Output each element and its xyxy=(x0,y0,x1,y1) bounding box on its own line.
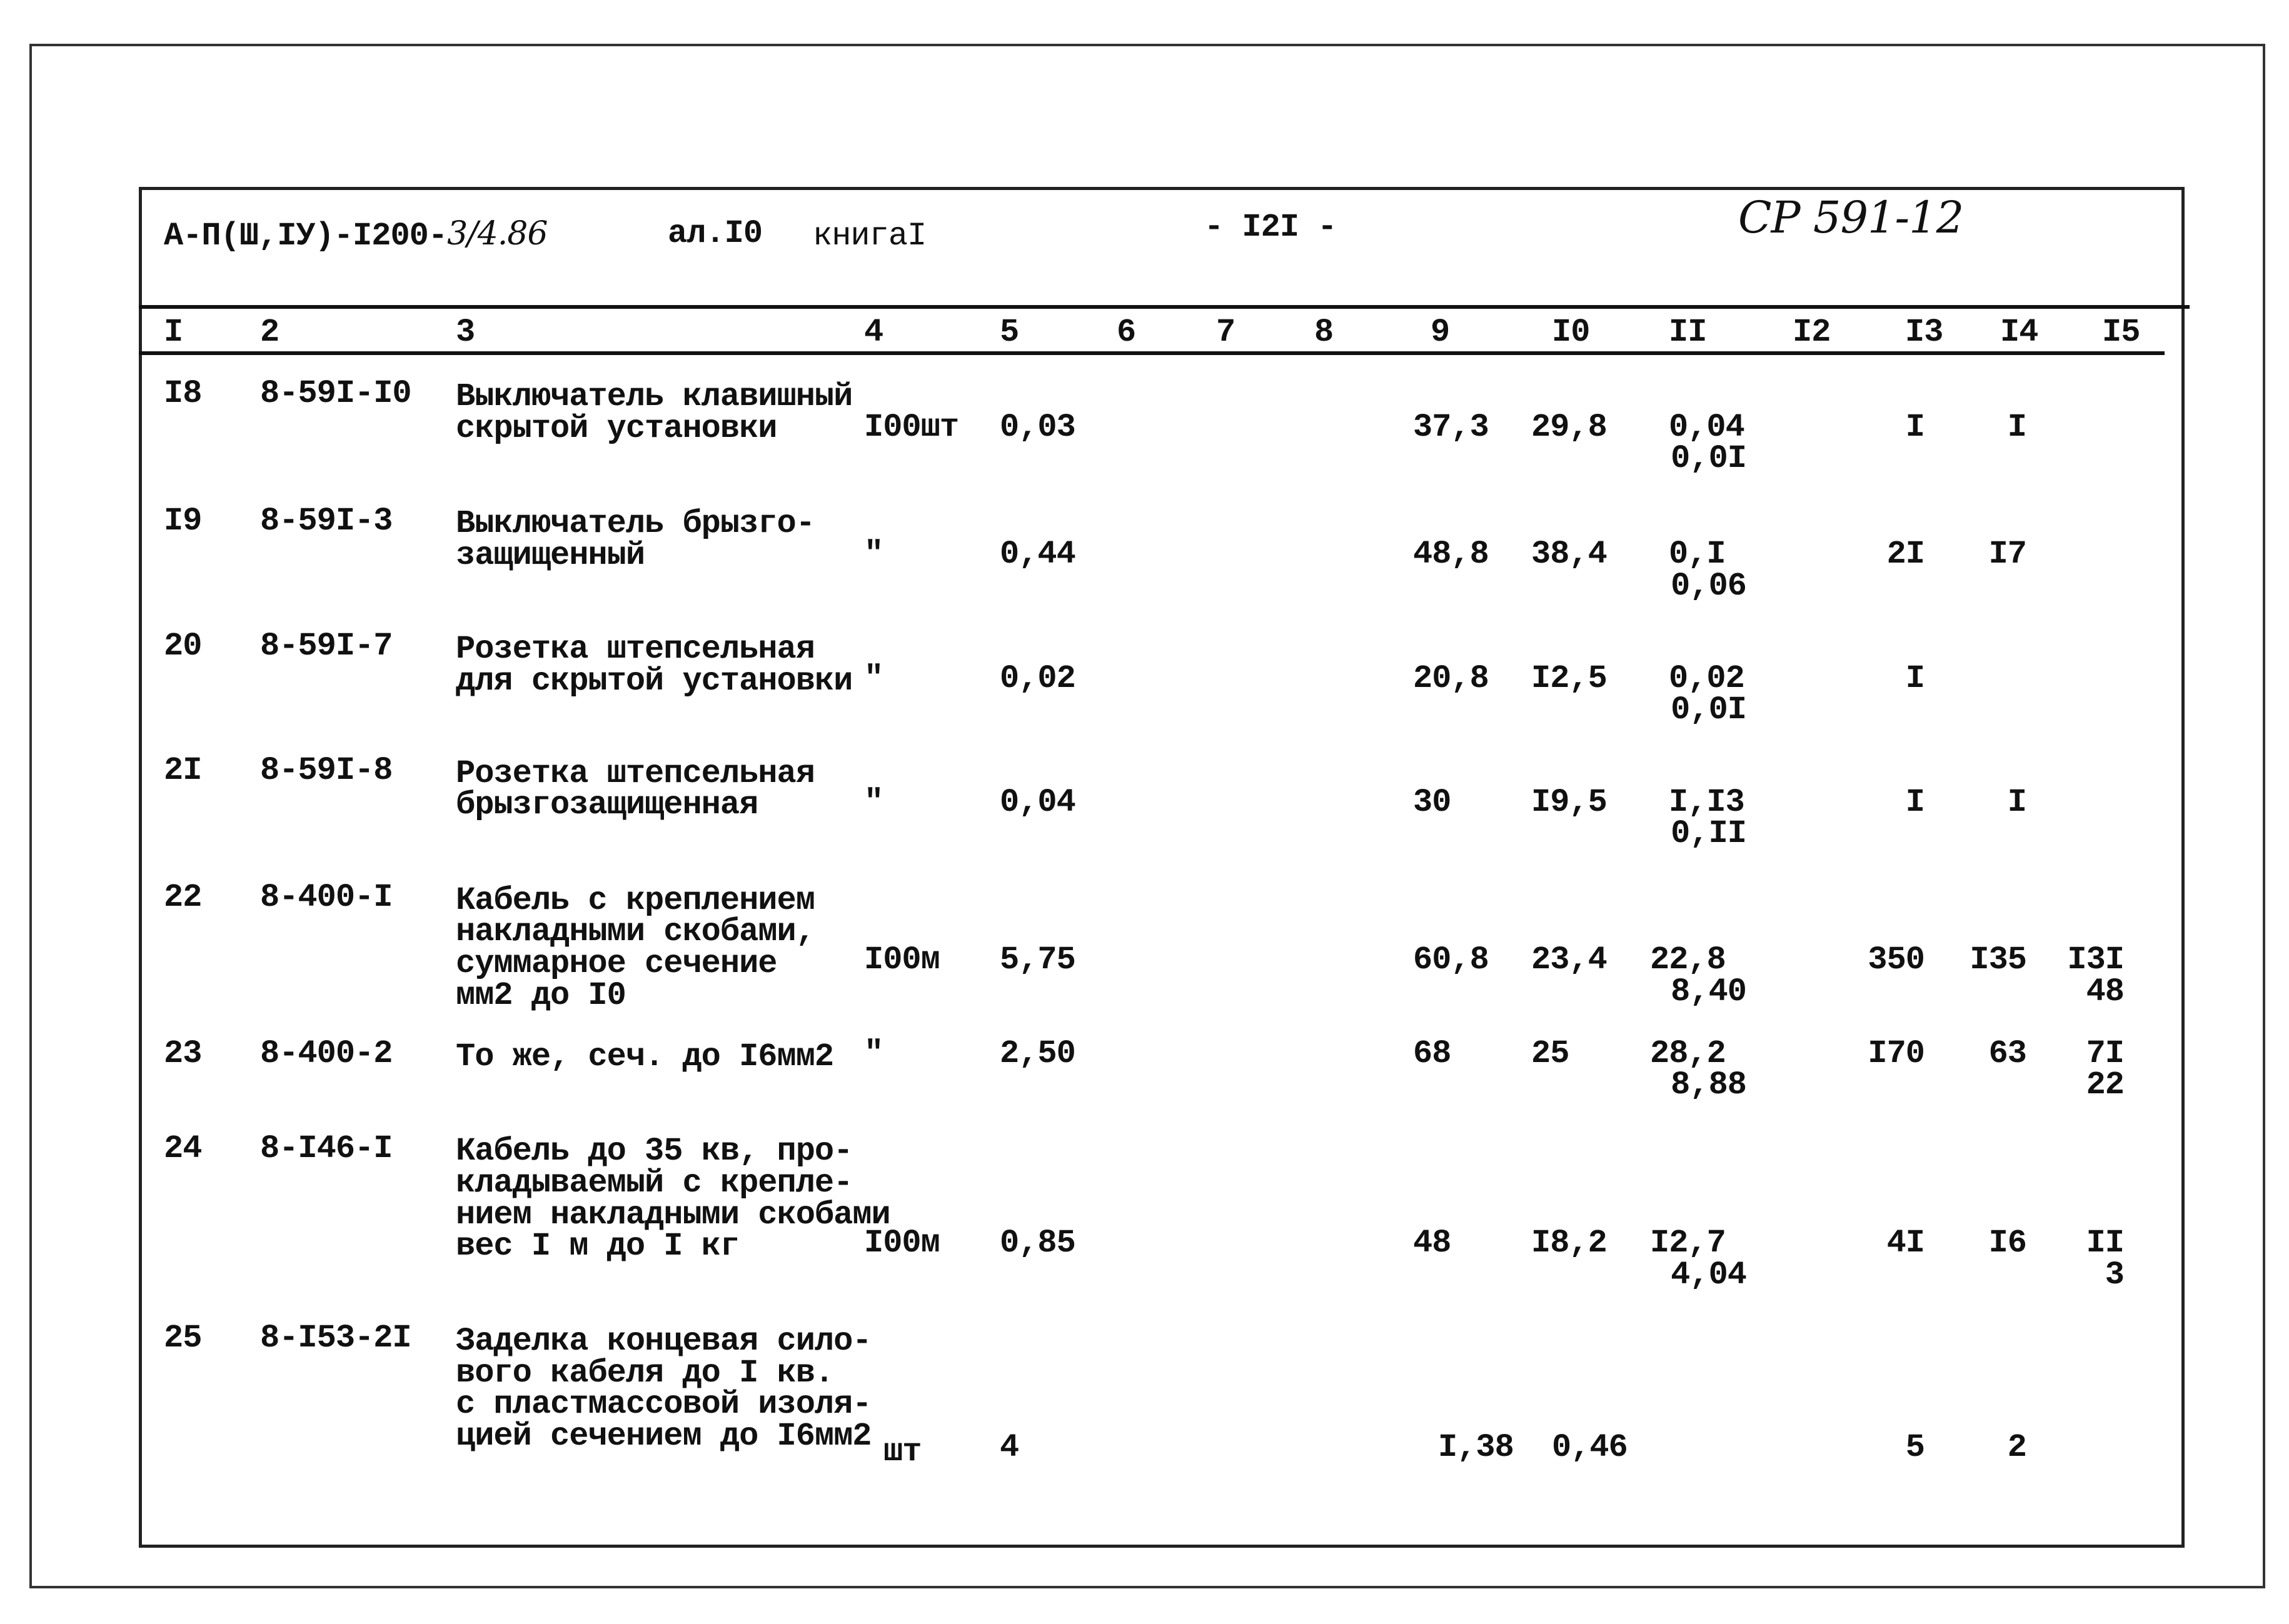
page-number: - I2I - xyxy=(1204,209,1337,246)
col-14-value: I xyxy=(2007,409,2026,446)
col-11-value: 0,04 xyxy=(1669,409,1744,446)
row-number: 20 xyxy=(164,628,202,664)
col-11-value: 0,02 xyxy=(1669,660,1744,697)
col-15-value: 7I xyxy=(2086,1035,2124,1072)
column-header-9: 9 xyxy=(1431,314,1450,351)
col-10-value: I9,5 xyxy=(1531,784,1607,821)
table-frame xyxy=(139,187,2185,1548)
col-13-value: I xyxy=(1905,409,1924,446)
work-description: скрытой установки xyxy=(456,410,777,447)
col-10-value: 25 xyxy=(1531,1035,1569,1072)
col-10-value: 29,8 xyxy=(1531,409,1607,446)
col-10-value: 38,4 xyxy=(1531,536,1607,573)
stamp-number: СР 591-12 xyxy=(1738,192,1964,243)
unit: " xyxy=(864,784,883,821)
col-11-value: 8,40 xyxy=(1671,973,1746,1010)
work-description: Кабель с креплением xyxy=(456,882,815,919)
column-header-1: I xyxy=(164,314,183,351)
col-14-value: I6 xyxy=(1988,1225,2026,1261)
col-11-value: I2,7 xyxy=(1650,1225,1726,1261)
unit: I00м xyxy=(864,941,940,978)
quantity: 2,50 xyxy=(1000,1035,1075,1072)
col-11-value: 22,8 xyxy=(1650,941,1726,978)
column-header-7: 7 xyxy=(1216,314,1235,351)
rate-code: 8-400-2 xyxy=(260,1035,393,1072)
unit: шт xyxy=(883,1433,922,1470)
col-9-value: I,38 xyxy=(1438,1429,1514,1466)
row-number: I8 xyxy=(164,375,202,412)
col-13-value: 350 xyxy=(1868,941,1924,978)
work-description: суммарное сечение xyxy=(456,945,777,982)
work-description: кладываемый с крепле- xyxy=(456,1165,853,1201)
work-description: Выключатель клавишный xyxy=(456,378,853,415)
column-header-10: I0 xyxy=(1552,314,1590,351)
work-description: вого кабеля до I кв. xyxy=(456,1355,834,1391)
col-9-value: 20,8 xyxy=(1413,660,1489,697)
col-14-value: I35 xyxy=(1970,941,2026,978)
quantity: 5,75 xyxy=(1000,941,1075,978)
col-10-value: 23,4 xyxy=(1531,941,1607,978)
col-13-value: I xyxy=(1905,784,1924,821)
quantity: 0,04 xyxy=(1000,784,1075,821)
col-10-value: 0,46 xyxy=(1552,1429,1627,1466)
col-11-value: 0,II xyxy=(1671,815,1746,852)
column-header-12: I2 xyxy=(1793,314,1831,351)
col-14-value: 2 xyxy=(2007,1429,2026,1466)
work-description: с пластмассовой изоля- xyxy=(456,1386,872,1423)
quantity: 0,03 xyxy=(1000,409,1075,446)
work-description: брызгозащищенная xyxy=(456,786,758,823)
row-number: 22 xyxy=(164,879,202,916)
col-15-value: II xyxy=(2086,1225,2124,1261)
header-rule-top xyxy=(139,305,2190,309)
column-header-8: 8 xyxy=(1314,314,1334,351)
col-13-value: 2I xyxy=(1886,536,1924,573)
work-description: вес I м до I кг xyxy=(456,1228,740,1265)
col-13-value: I xyxy=(1905,660,1924,697)
col-15-value: 22 xyxy=(2086,1066,2124,1103)
col-11-value: 4,04 xyxy=(1671,1256,1746,1293)
rate-code: 8-I46-I xyxy=(260,1130,393,1167)
col-9-value: 48,8 xyxy=(1413,536,1489,573)
col-9-value: 60,8 xyxy=(1413,941,1489,978)
col-9-value: 68 xyxy=(1413,1035,1451,1072)
column-header-5: 5 xyxy=(1000,314,1019,351)
row-number: 23 xyxy=(164,1035,202,1072)
work-description: цией сечением до I6мм2 xyxy=(456,1418,872,1455)
rate-code: 8-400-I xyxy=(260,879,393,916)
col-9-value: 37,3 xyxy=(1413,409,1489,446)
col-11-value: 0,0I xyxy=(1671,691,1746,728)
row-number: 24 xyxy=(164,1130,202,1167)
col-13-value: 4I xyxy=(1886,1225,1924,1261)
work-description: защищенный xyxy=(456,537,645,574)
col-15-value: I3I xyxy=(2067,941,2124,978)
unit: " xyxy=(864,660,883,697)
work-description: нием накладными скобами xyxy=(456,1196,890,1233)
book-number: книгаI xyxy=(813,218,927,254)
work-description: для скрытой установки xyxy=(456,663,853,699)
row-number: 25 xyxy=(164,1320,202,1356)
col-14-value: I xyxy=(2007,784,2026,821)
unit: " xyxy=(864,1035,883,1072)
rate-code: 8-59I-3 xyxy=(260,503,393,539)
doc-code-typed: А-П(Ш,IУ)-I200- xyxy=(164,218,448,254)
rate-code: 8-59I-8 xyxy=(260,752,393,789)
col-11-value: I,I3 xyxy=(1669,784,1744,821)
column-header-4: 4 xyxy=(864,314,883,351)
col-15-value: 3 xyxy=(2105,1256,2124,1293)
col-13-value: I70 xyxy=(1868,1035,1924,1072)
work-description: Кабель до 35 кв, про- xyxy=(456,1133,853,1170)
row-number: I9 xyxy=(164,503,202,539)
column-header-14: I4 xyxy=(2000,314,2038,351)
column-header-13: I3 xyxy=(1905,314,1943,351)
work-description: Выключатель брызго- xyxy=(456,505,815,542)
col-15-value: 48 xyxy=(2086,973,2124,1010)
column-header-15: I5 xyxy=(2102,314,2140,351)
col-13-value: 5 xyxy=(1905,1429,1924,1466)
work-description: Розетка штепсельная xyxy=(456,755,815,792)
work-description: накладными скобами, xyxy=(456,913,815,950)
header-rule-bottom xyxy=(139,351,2165,355)
work-description: мм2 до I0 xyxy=(456,977,626,1014)
rate-code: 8-59I-I0 xyxy=(260,375,411,412)
column-header-11: II xyxy=(1669,314,1707,351)
col-11-value: 0,06 xyxy=(1671,568,1746,604)
album-number: ал.I0 xyxy=(668,215,763,252)
quantity: 0,44 xyxy=(1000,536,1075,573)
doc-code-handwritten: 3/4.86 xyxy=(447,215,548,253)
col-9-value: 48 xyxy=(1413,1225,1451,1261)
quantity: 0,85 xyxy=(1000,1225,1075,1261)
col-10-value: I8,2 xyxy=(1531,1225,1607,1261)
work-description: Заделка концевая сило- xyxy=(456,1323,872,1360)
col-14-value: I7 xyxy=(1988,536,2026,573)
col-9-value: 30 xyxy=(1413,784,1451,821)
row-number: 2I xyxy=(164,752,202,789)
col-11-value: 8,88 xyxy=(1671,1066,1746,1103)
column-header-3: 3 xyxy=(456,314,475,351)
quantity: 0,02 xyxy=(1000,660,1075,697)
column-header-6: 6 xyxy=(1117,314,1136,351)
document-code xyxy=(164,215,547,255)
rate-code: 8-59I-7 xyxy=(260,628,393,664)
col-11-value: 28,2 xyxy=(1650,1035,1726,1072)
unit: " xyxy=(864,536,883,573)
col-11-value: 0,I xyxy=(1669,536,1726,573)
column-header-2: 2 xyxy=(260,314,279,351)
work-description: Розетка штепсельная xyxy=(456,631,815,668)
col-10-value: I2,5 xyxy=(1531,660,1607,697)
work-description: То же, сеч. до I6мм2 xyxy=(456,1038,834,1075)
col-14-value: 63 xyxy=(1988,1035,2026,1072)
quantity: 4 xyxy=(1000,1429,1019,1466)
rate-code: 8-I53-2I xyxy=(260,1320,411,1356)
unit: I00шт xyxy=(864,409,959,446)
unit: I00м xyxy=(864,1225,940,1261)
col-11-value: 0,0I xyxy=(1671,440,1746,477)
